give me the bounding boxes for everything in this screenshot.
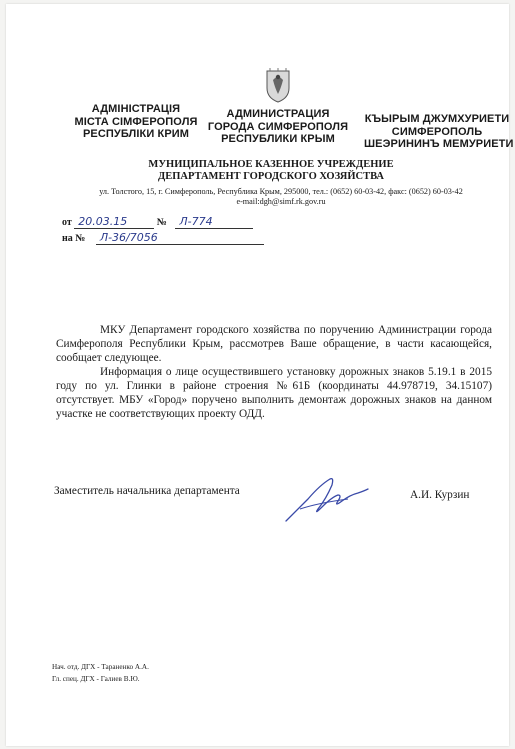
body-paragraph-1: МКУ Департамент городского хозяйства по поручению Администрации города Симферополя Республики Крым, рассмотрев Ваше обращение, в части касающейся, сообщает следующее. xyxy=(56,324,492,364)
header-russian xyxy=(204,108,352,146)
to-number-label: на № xyxy=(62,233,86,244)
organization-email: e-mail:dgh@simf.rk.gov.ru xyxy=(236,197,326,206)
header-center-line-2: ГОРОДА СИМФЕРОПОЛЯ xyxy=(207,120,349,133)
header-crimean-tatar xyxy=(364,113,514,151)
header-center-line-1: АДМИНИСТРАЦИЯ xyxy=(226,108,330,120)
handwritten-signature xyxy=(278,469,374,529)
outgoing-reference xyxy=(62,215,253,229)
organization-address: ул. Толстого, 15, г. Симферополь, Республика Крым, 295000, тел.: (0652) 60-03-42, факс: (0652) 60-03-42 xyxy=(99,187,463,196)
footer-executor-2: Гл. спец. ДГХ - Галиев В.Ю. xyxy=(52,675,140,683)
header-ukrainian xyxy=(66,103,206,141)
header-left-line-2: МІСТА СІМФЕРОПОЛЯ xyxy=(74,115,198,128)
letter-page xyxy=(6,4,514,746)
incoming-reference xyxy=(62,231,264,245)
organization-line-1: МУНИЦИПАЛЬНОЕ КАЗЕННОЕ УЧРЕЖДЕНИЕ xyxy=(148,159,394,170)
header-right-line-3: ШЕЭРИНИНЪ МЕМУРИЕТИ xyxy=(364,138,514,150)
signatory-role: Заместитель начальника департамента xyxy=(54,485,240,497)
organization-line-2: ДЕПАРТАМЕНТ ГОРОДСКОГО ХОЗЯЙСТВА xyxy=(157,171,385,182)
letter-body xyxy=(56,323,492,421)
footer-executor-1: Нач. отд. ДГХ - Тараненко А.А. xyxy=(52,663,149,671)
header-right-line-1: КЪЫРЫМ ДЖУМХУРИЕТИ xyxy=(364,113,510,125)
incoming-number: Л-36/7056 xyxy=(96,231,264,245)
organization-title xyxy=(106,159,436,183)
letter-date: 20.03.15 xyxy=(74,215,154,229)
header-right-line-2: СИМФЕРОПОЛЬ xyxy=(391,125,483,138)
number-label: № xyxy=(156,217,167,228)
body-paragraph-2: Информация о лице осуществившего установку дорожных знаков 5.19.1 в 2015 году по ул. Глинки в районе строения №61Б (координаты 44.978719, 34.15107) отсутствует. МБУ «Город» поручено выполнить демонтаж дорожных знаков на данном участке не соответствующих проекту ОДД. xyxy=(56,366,492,420)
header-left-line-3: РЕСПУБЛІКИ КРИМ xyxy=(82,128,190,140)
letter-number: Л-774 xyxy=(175,215,253,229)
header-center-line-3: РЕСПУБЛИКИ КРЫМ xyxy=(221,133,335,145)
from-label: от xyxy=(62,217,72,228)
header-left-line-1: АДМІНІСТРАЦІЯ xyxy=(91,103,181,115)
signatory-name: А.И. Курзин xyxy=(410,489,470,501)
crimea-coat-of-arms-icon xyxy=(264,68,292,104)
